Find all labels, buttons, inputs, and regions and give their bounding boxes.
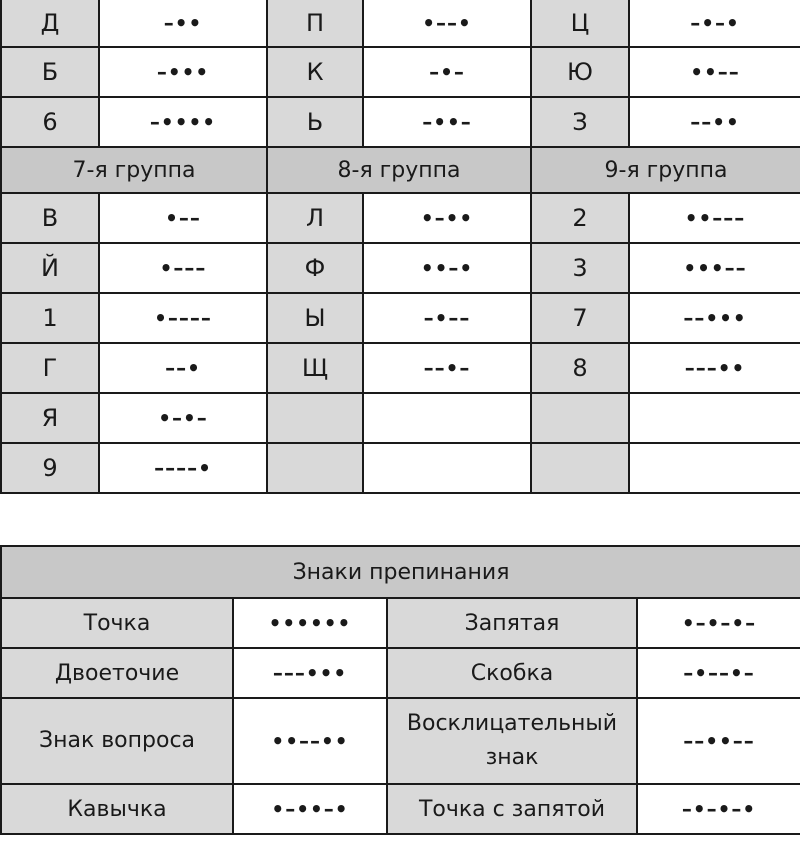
- punctuation-header-row: [1, 546, 800, 598]
- morse-code-cell: –––•••: [233, 648, 387, 698]
- morse-code-cell: –•–•: [629, 0, 800, 47]
- empty-cell: [363, 393, 531, 443]
- morse-code-cell: •––––: [99, 293, 267, 343]
- table-row: [1, 47, 800, 97]
- morse-code-cell: –•––: [363, 293, 531, 343]
- letter-cell: 6: [1, 97, 99, 147]
- sign-name-cell: Восклицательный знак: [387, 698, 637, 784]
- sign-name-cell: Двоеточие: [1, 648, 233, 698]
- morse-code-cell: ••–––: [629, 193, 800, 243]
- letter-cell: Л: [267, 193, 363, 243]
- morse-code-cell: ••••••: [233, 598, 387, 648]
- morse-code-cell: ••––••: [233, 698, 387, 784]
- table-row: [1, 393, 800, 443]
- morse-code-cell: ––––•: [99, 443, 267, 493]
- table-row: [1, 598, 800, 648]
- letter-cell: Щ: [267, 343, 363, 393]
- morse-code-cell: •–––: [99, 243, 267, 293]
- morse-code-cell: ––•••: [629, 293, 800, 343]
- punctuation-table: [0, 545, 800, 835]
- sign-name-cell: Точка: [1, 598, 233, 648]
- letter-cell: П: [267, 0, 363, 47]
- letter-cell: Д: [1, 0, 99, 47]
- morse-code-cell: •––: [99, 193, 267, 243]
- table-row: [1, 648, 800, 698]
- morse-code-cell: –••: [99, 0, 267, 47]
- punctuation-title: Знаки препинания: [1, 546, 800, 598]
- table-row: [1, 698, 800, 784]
- group-header-row: [1, 147, 800, 193]
- letter-cell: Ф: [267, 243, 363, 293]
- empty-cell: [531, 393, 629, 443]
- morse-code-cell: •–•–•–: [637, 598, 800, 648]
- letter-cell: Ю: [531, 47, 629, 97]
- letter-cell: 2: [531, 193, 629, 243]
- letter-cell: Й: [1, 243, 99, 293]
- morse-code-cell: ••––: [629, 47, 800, 97]
- table-row: [1, 0, 800, 47]
- morse-code-cell: •––•: [363, 0, 531, 47]
- morse-code-cell: –•––•–: [637, 648, 800, 698]
- letter-cell: 1: [1, 293, 99, 343]
- table-row: [1, 243, 800, 293]
- letter-cell: 8: [531, 343, 629, 393]
- table-row: [1, 784, 800, 834]
- letter-cell: 9: [1, 443, 99, 493]
- letter-cell: Ь: [267, 97, 363, 147]
- morse-code-cell: –•–•–•: [637, 784, 800, 834]
- empty-cell: [531, 443, 629, 493]
- sign-name-cell: Кавычка: [1, 784, 233, 834]
- letter-cell: З: [531, 97, 629, 147]
- empty-cell: [629, 393, 800, 443]
- morse-code-cell: •••––: [629, 243, 800, 293]
- group-header-9: 9-я группа: [531, 147, 800, 193]
- letter-cell: 3: [531, 243, 629, 293]
- group-header-7: 7-я группа: [1, 147, 267, 193]
- table-row: [1, 97, 800, 147]
- letter-cell: В: [1, 193, 99, 243]
- sign-name-cell: Запятая: [387, 598, 637, 648]
- empty-cell: [629, 443, 800, 493]
- group-header-8: 8-я группа: [267, 147, 531, 193]
- table-row: [1, 193, 800, 243]
- morse-code-cell: ––•: [99, 343, 267, 393]
- table-row: [1, 443, 800, 493]
- letter-cell: Ы: [267, 293, 363, 343]
- empty-cell: [363, 443, 531, 493]
- letter-cell: 7: [531, 293, 629, 343]
- empty-cell: [267, 443, 363, 493]
- letter-cell: К: [267, 47, 363, 97]
- morse-code-cell: •–••: [363, 193, 531, 243]
- empty-cell: [267, 393, 363, 443]
- morse-code-cell: •–•–: [99, 393, 267, 443]
- sign-name-cell: Точка с запятой: [387, 784, 637, 834]
- morse-code-cell: ––••––: [637, 698, 800, 784]
- morse-code-cell: –••–: [363, 97, 531, 147]
- letter-cell: Ц: [531, 0, 629, 47]
- morse-code-cell: ––•–: [363, 343, 531, 393]
- morse-code-cell: ––••: [629, 97, 800, 147]
- morse-code-cell: •–••–•: [233, 784, 387, 834]
- sign-name-cell: Скобка: [387, 648, 637, 698]
- table-row: [1, 293, 800, 343]
- morse-code-cell: –••••: [99, 97, 267, 147]
- letter-cell: Б: [1, 47, 99, 97]
- letter-cell: Я: [1, 393, 99, 443]
- morse-code-cell: ••–•: [363, 243, 531, 293]
- letter-cell: Г: [1, 343, 99, 393]
- morse-code-cell: –––••: [629, 343, 800, 393]
- sign-name-cell: Знак вопроса: [1, 698, 233, 784]
- table-row: [1, 343, 800, 393]
- morse-code-cell: –•–: [363, 47, 531, 97]
- morse-code-cell: –•••: [99, 47, 267, 97]
